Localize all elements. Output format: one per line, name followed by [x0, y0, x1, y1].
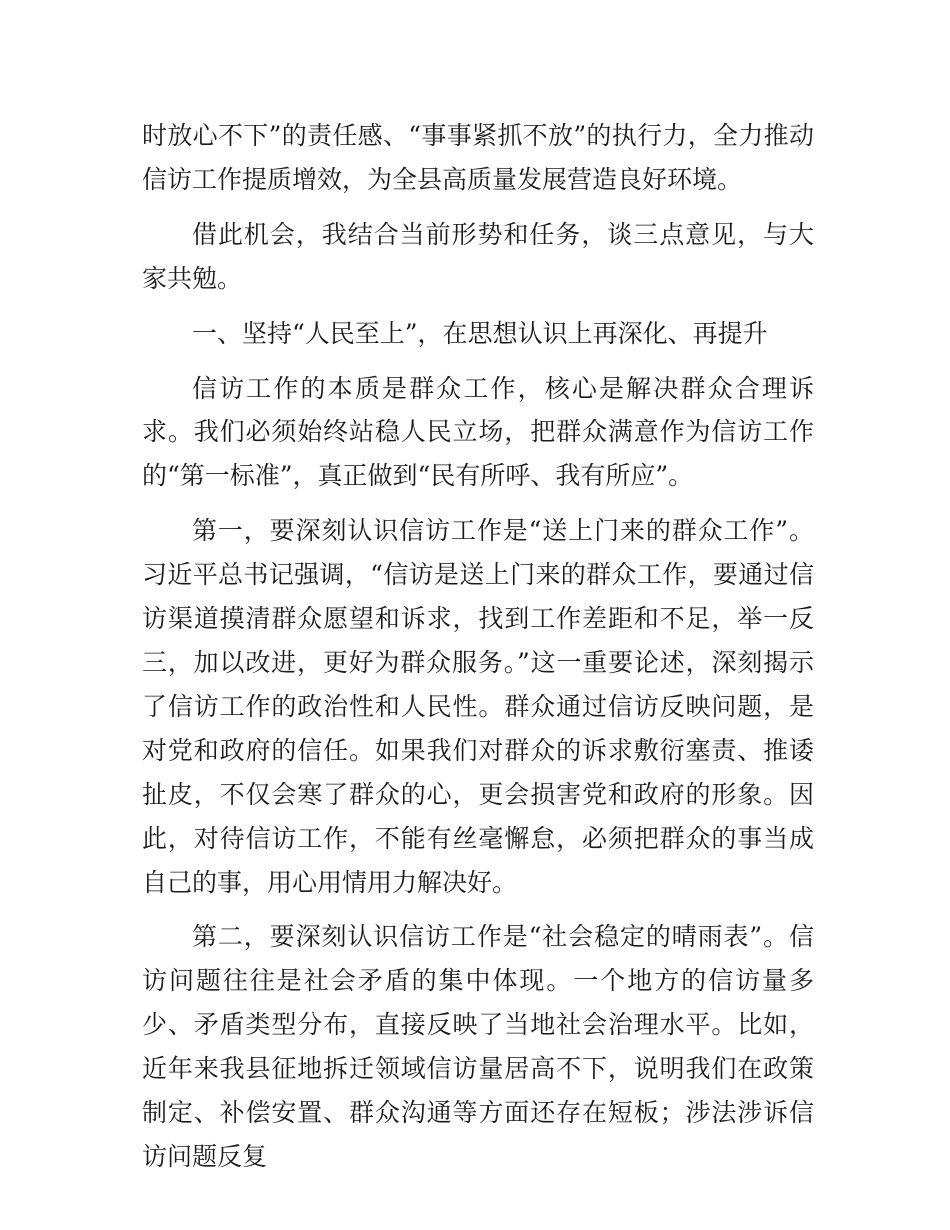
paragraph-point-2: 第二，要深刻认识信访工作是“社会稳定的晴雨表”。信访问题往往是社会矛盾的集中体现。一个地方的信访量多少、矛盾类型分布，直接反映了当地社会治理水平。比如，近年来我县征地拆迁领域信访量居高不下，说明我们在政策制定、补偿安置、群众沟通等方面还存在短板；涉法涉诉信访问题反复 — [142, 922, 814, 1171]
paragraph-intro: 借此机会，我结合当前形势和任务，谈三点意见，与大家共勉。 — [142, 219, 814, 293]
paragraph-continuation: 时放心不下”的责任感、“事事紧抓不放”的执行力，全力推动信访工作提质增效，为全县高质量发展营造良好环境。 — [142, 121, 814, 194]
paragraph-section-1-intro: 信访工作的本质是群众工作，核心是解决群众合理诉求。我们必须始终站稳人民立场，把群众满意作为信访工作的“第一标准”，真正做到“民有所呼、我有所应”。 — [142, 373, 814, 491]
paragraph-point-1: 第一，要深刻认识信访工作是“送上门来的群众工作”。习近平总书记强调，“信访是送上门来的群众工作，要通过信访渠道摸清群众愿望和诉求，找到工作差距和不足，举一反三，加以改进，更好为群众服务。”这一重要论述，深刻揭示了信访工作的政治性和人民性。群众通过信访反映问题，是对党和政府的信任。如果我们对群众的诉求敷衍塞责、推诿扯皮，不仅会寒了群众的心，更会损害党和政府的形象。因此，对待信访工作，不能有丝毫懈怠，必须把群众的事当成自己的事，用心用情用力解决好。 — [142, 516, 814, 897]
section-heading-1: 一、坚持“人民至上”，在思想认识上再深化、再提升 — [192, 318, 768, 348]
document-page — [142, 114, 814, 1190]
